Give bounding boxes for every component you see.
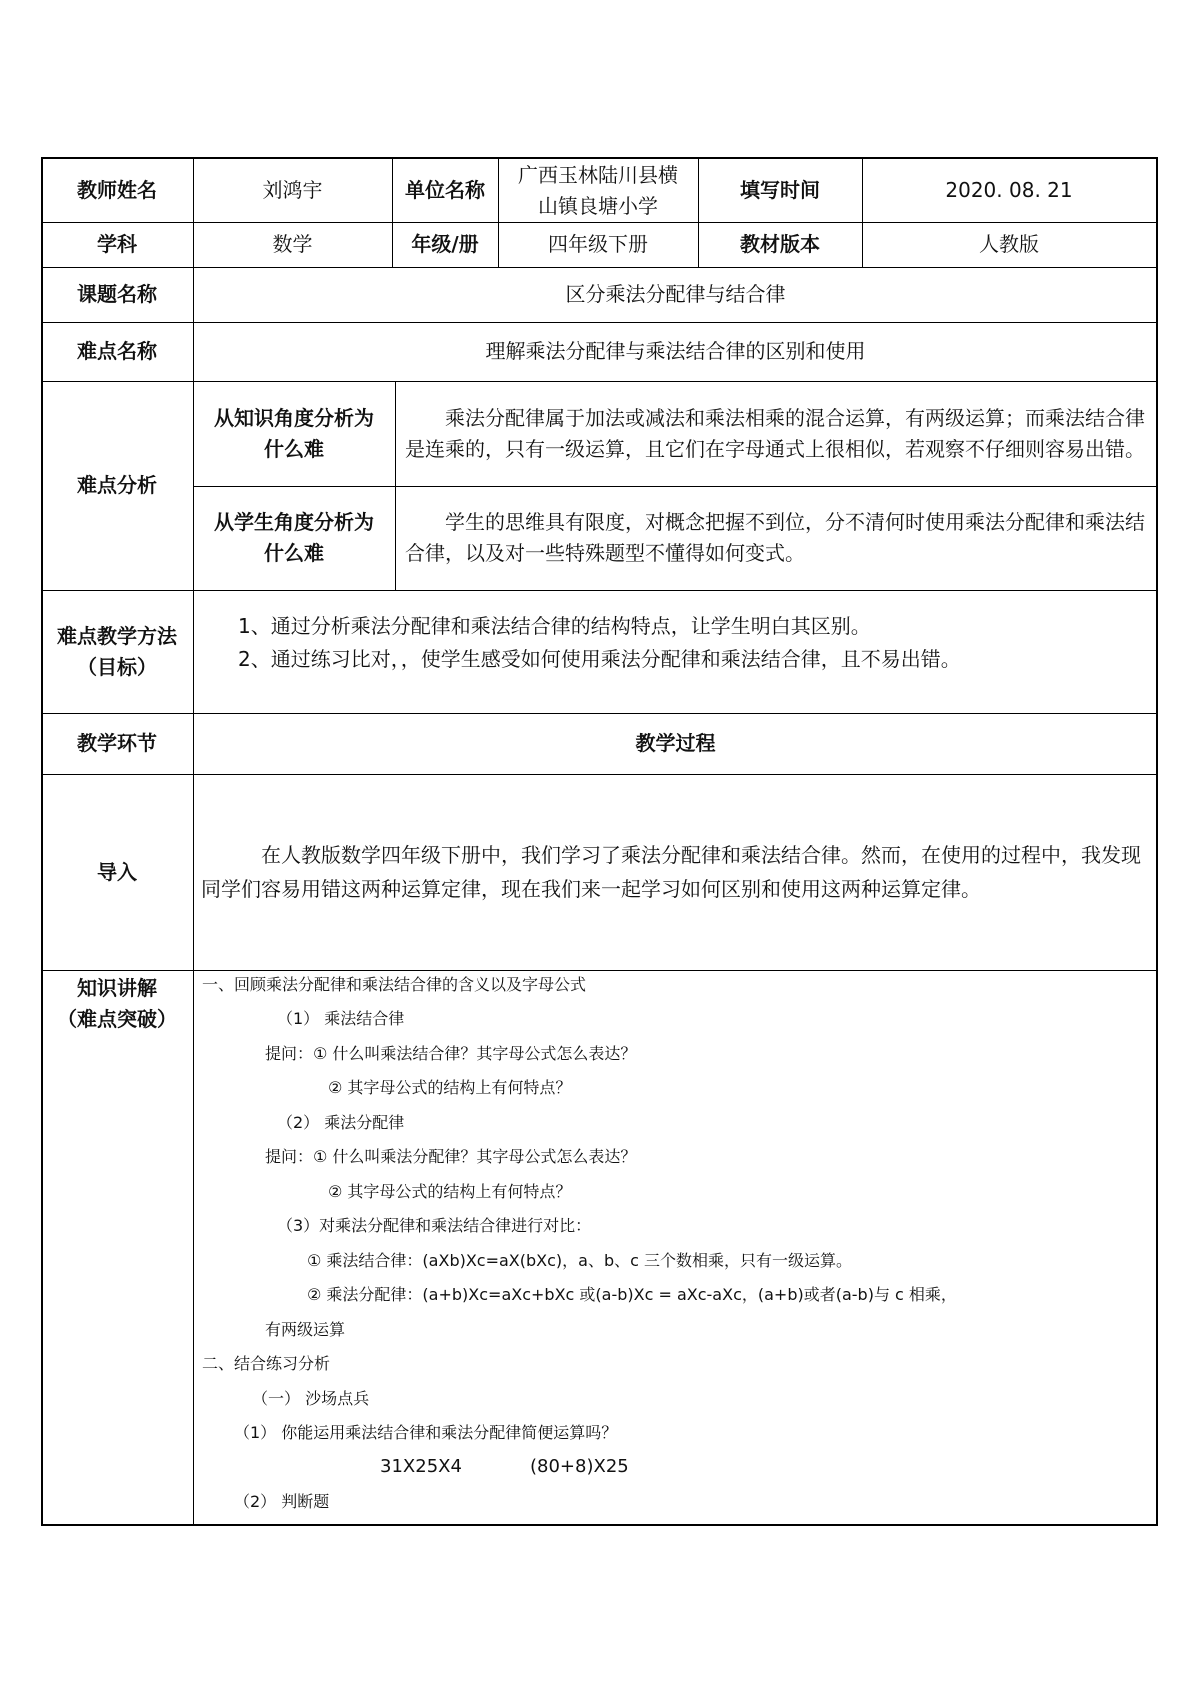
knowledge-line: ② 其字母公式的结构上有何特点？ <box>328 1182 572 1201</box>
knowledge-angle-line2: 什么难 <box>264 436 324 461</box>
knowledge-angle-label <box>193 381 395 486</box>
unit-name-label: 单位名称 <box>405 178 485 202</box>
knowledge-line: （1） 你能运用乘法结合律和乘法分配律简便运算吗？ <box>234 1423 618 1442</box>
unit-name-line2: 山镇良塘小学 <box>538 193 658 218</box>
knowledge-label-line1: 知识讲解 <box>77 976 157 1000</box>
knowledge-line: （2） 乘法分配律 <box>277 1113 405 1132</box>
topic-value: 区分乘法分配律与结合律 <box>565 282 786 306</box>
unit-name-line1: 广西玉林陆川县横 <box>518 162 678 187</box>
unit-name-value <box>498 159 698 222</box>
method-label-line2: （目标） <box>77 654 157 679</box>
method-item-1: 1、通过分析乘法分配律和乘法结合律的结构特点，让学生明白其区别。 <box>238 613 871 638</box>
student-angle-paragraph: 学生的思维具有限度，对概念把握不到位，分不清何时使用乘法分配律和乘法结合律，以及对一些特殊题型不懂得如何变式。 <box>405 510 1145 565</box>
knowledge-label-line2: （难点突破） <box>57 1007 177 1031</box>
knowledge-line: （一） 沙场点兵 <box>252 1389 370 1408</box>
intro-text <box>201 774 1151 970</box>
intro-paragraph: 在人教版数学四年级下册中，我们学习了乘法分配律和乘法结合律。然而，在使用的过程中，我发现同学们容易用错这两种运算定律，现在我们来一起学习如何区别和使用这两种运算定律。 <box>201 843 1141 901</box>
student-angle-line1: 从学生角度分析为 <box>214 510 374 534</box>
teacher-name-value: 刘鸿宇 <box>262 178 323 202</box>
method-label-line1: 难点教学方法 <box>57 623 177 648</box>
knowledge-line: 二、结合练习分析 <box>202 1354 331 1373</box>
teacher-name-label: 教师姓名 <box>77 178 157 202</box>
knowledge-angle-text <box>397 381 1151 486</box>
method-label <box>41 590 193 713</box>
knowledge-label <box>41 972 193 1036</box>
subject-value: 数学 <box>272 232 313 256</box>
topic-label: 课题名称 <box>77 282 157 306</box>
student-angle-label <box>193 486 395 590</box>
subject-label: 学科 <box>97 232 137 256</box>
knowledge-angle-paragraph: 乘法分配律属于加法或减法和乘法相乘的混合运算，有两级运算；而乘法结合律是连乘的，只有一级运算，且它们在字母通式上很相似，若观察不仔细则容易出错。 <box>405 405 1145 461</box>
student-angle-text <box>397 486 1151 590</box>
knowledge-line: ② 乘法分配律：(a+b)Xc=aXc+bXc 或(a-b)Xc = aXc-aXc，(a+b)或者(a-b)与 c 相乘， <box>307 1285 957 1304</box>
analysis-label: 难点分析 <box>77 473 157 497</box>
knowledge-line: (80+8)X25 <box>530 1456 629 1477</box>
knowledge-line: 提问：① 什么叫乘法结合律？其字母公式怎么表达？ <box>265 1044 637 1063</box>
difficulty-label: 难点名称 <box>77 339 157 363</box>
grade-label: 年级/册 <box>411 232 479 256</box>
fill-date-value: 2020. 08. 21 <box>945 178 1073 202</box>
teaching-stage-label: 教学环节 <box>77 731 157 755</box>
knowledge-line: 一、回顾乘法分配律和乘法结合律的含义以及字母公式 <box>202 975 587 994</box>
student-angle-line2: 什么难 <box>264 541 324 565</box>
knowledge-line: 提问：① 什么叫乘法分配律？其字母公式怎么表达？ <box>265 1147 637 1166</box>
fill-date-label: 填写时间 <box>740 178 820 202</box>
edition-label: 教材版本 <box>740 232 820 256</box>
knowledge-line: （3）对乘法分配律和乘法结合律进行对比： <box>277 1216 592 1235</box>
knowledge-angle-line1: 从知识角度分析为 <box>214 405 374 430</box>
difficulty-value: 理解乘法分配律与乘法结合律的区别和使用 <box>485 339 866 363</box>
knowledge-line: ① 乘法结合律：(aXb)Xc=aX(bXc)，a、b、c 三个数相乘，只有一级运算。 <box>307 1251 853 1270</box>
knowledge-line: 有两级运算 <box>265 1320 346 1339</box>
knowledge-line: 31X25X4 <box>380 1456 462 1477</box>
knowledge-line: （1） 乘法结合律 <box>277 1009 405 1028</box>
edition-value: 人教版 <box>979 232 1039 256</box>
knowledge-line: （2） 判断题 <box>234 1492 330 1511</box>
method-item-2: 2、通过练习比对，，使学生感受如何使用乘法分配律和乘法结合律，且不易出错。 <box>238 646 961 671</box>
intro-label: 导入 <box>97 859 137 884</box>
teaching-process-label: 教学过程 <box>635 731 716 755</box>
knowledge-line: ② 其字母公式的结构上有何特点？ <box>328 1078 572 1097</box>
grade-value: 四年级下册 <box>548 232 648 256</box>
